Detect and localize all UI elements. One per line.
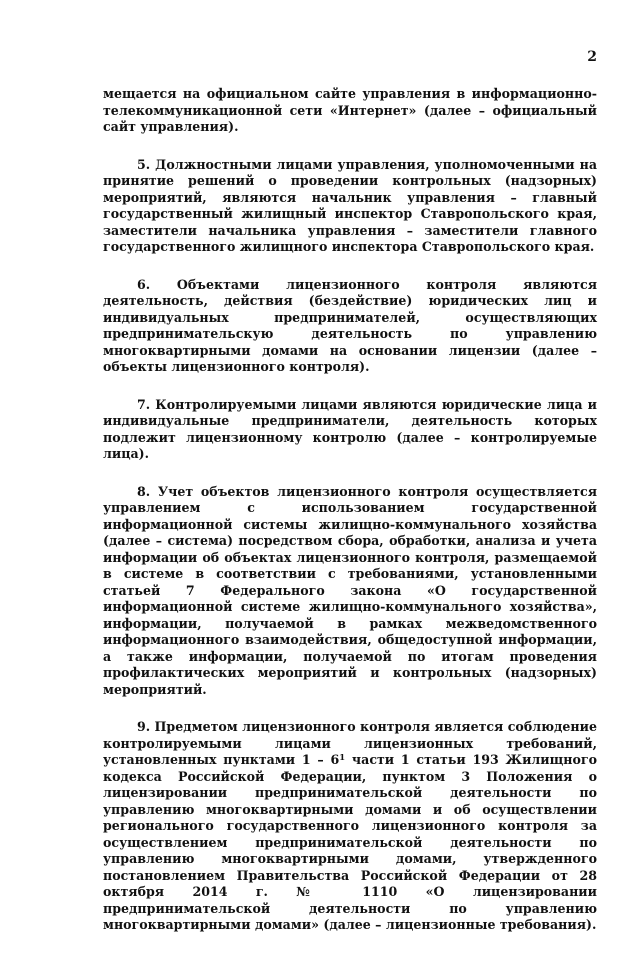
paragraph-continuation: мещается на официальном сайте управления в информационно-телекоммуникационной сети «Интернет» (далее – официальный сайт управления). xyxy=(103,86,597,134)
paragraph-9-end: части 1 статьи 193 Жилищного кодекса Российской Федерации, пунктом 3 Положения о лицензировании предпринимательской деятельности по управлению многоквартирными домами и об осуществлении регионального государственного лицензионного контроля за осуществлением предпринимательской деятельности по управлению многоквартирными домами, утвержденного постановлением Правительства Российской Федерации от 28 октября 2014 г. № 1110 «О лицензировании предпринимательской деятельности по управлению многоквартирными домами» (далее – лицензионные требования). xyxy=(103,752,598,932)
paragraph-8: 8. Учет объектов лицензионного контроля осуществляется управлением с использованием государственной информационной системы жилищно-коммунального хозяйства (далее – система) посредством сбора, обработки, анализа и учета информации об объектах лицензионного контроля, размещаемой в системе в соответствии с требованиями, установленными статьей 7 Федерального закона «О государственной информационной системе жилищно-коммунального хозяйства», информации, получаемой в рамках межведомственного информационного взаимодействия, общедоступной информации, а также информации, получаемой по итогам проведения профилактических мероприятий и контрольных (надзорных) мероприятий. xyxy=(103,483,597,697)
document-body xyxy=(103,86,597,955)
paragraph-7: 7. Контролируемыми лицами являются юридические лица и индивидуальные предприниматели, деятельность которых подлежит лицензионному контролю (далее – контролируемые лица). xyxy=(103,396,597,461)
page-number: 2 xyxy=(587,49,597,65)
paragraph-9-start: 9. Предметом лицензионного контроля является соблюдение контролируемыми лицами лицензионных требований, установленных пунктами 1 – 6 xyxy=(103,719,597,767)
paragraph-6: 6. Объектами лицензионного контроля являются деятельность, действия (бездействие) юридических лиц и индивидуальных предпринимателей, осуществляющих предпринимательскую деятельность по управлению многоквартирными домами на основании лицензии (далее – объекты лицензионного контроля). xyxy=(103,276,597,374)
paragraph-5: 5. Должностными лицами управления, уполномоченными на принятие решений о проведении контрольных (надзорных) мероприятий, являются начальник управления – главный государственный жилищный инспектор Ставропольского края, заместители начальника управления – заместители главного государственного жилищного инспектора Ставропольского края. xyxy=(103,156,597,254)
paragraph-9 xyxy=(103,719,597,934)
paragraph-9-superscript: 1 xyxy=(339,753,346,764)
